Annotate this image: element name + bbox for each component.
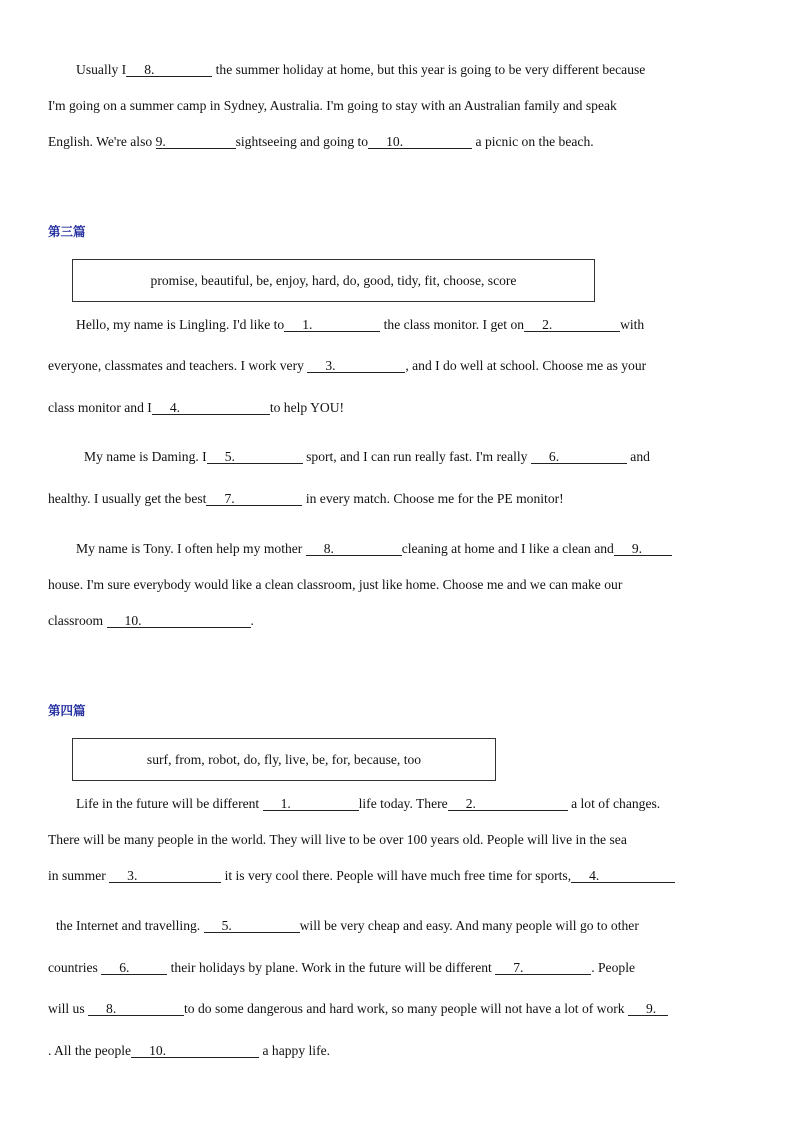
p2-line-2 <box>48 97 617 115</box>
blank-10[interactable]: 10. <box>107 613 251 628</box>
text: . All the people <box>48 1043 132 1058</box>
text: , and I do well at school. Choose me as your <box>405 358 647 373</box>
blank-6[interactable]: 6. <box>101 960 167 975</box>
p3-line-6 <box>76 540 672 558</box>
word-bank-text: promise, beautiful, be, enjoy, hard, do, good, tidy, fit, choose, score <box>150 272 517 288</box>
text: Hello, my name is Lingling. I'd like to <box>76 317 285 332</box>
text: I'm going on a summer camp in Sydney, Australia. I'm going to stay with an Australian family and speak <box>48 98 617 113</box>
text: . <box>250 613 254 628</box>
word-bank-text: surf, from, robot, do, fly, live, be, for, because, too <box>146 751 422 767</box>
p3-line-7 <box>48 576 622 594</box>
blank-1[interactable]: 1. <box>284 317 380 332</box>
text: countries <box>48 960 102 975</box>
text: a happy life. <box>259 1043 331 1058</box>
p3-line-4 <box>84 448 650 466</box>
p3-line-8 <box>48 612 254 630</box>
p3-line-2 <box>48 357 646 375</box>
text: their holidays by plane. Work in the future will be different <box>167 960 496 975</box>
text: cleaning at home and I like a clean and <box>401 541 614 556</box>
text: the summer holiday at home, but this year is going to be very different because <box>212 62 646 77</box>
p4-line-4 <box>56 917 639 935</box>
blank-9[interactable]: 9. <box>156 134 236 149</box>
text: life today. There <box>358 796 448 811</box>
text: with <box>620 317 645 332</box>
p2-line-1 <box>76 61 645 79</box>
blank-6[interactable]: 6. <box>531 449 627 464</box>
p4-line-2 <box>48 831 627 849</box>
text: to help YOU! <box>269 400 345 415</box>
text: the Internet and travelling. <box>56 918 204 933</box>
blank-7[interactable]: 7. <box>206 491 302 506</box>
blank-8[interactable]: 8. <box>126 62 212 77</box>
blank-4[interactable]: 4. <box>152 400 270 415</box>
blank-2[interactable]: 2. <box>448 796 568 811</box>
p4-line-1 <box>76 795 660 813</box>
text: the class monitor. I get on <box>380 317 525 332</box>
text: healthy. I usually get the best <box>48 491 207 506</box>
text: . People <box>591 960 635 975</box>
text: everyone, classmates and teachers. I work very <box>48 358 308 373</box>
blank-9[interactable]: 9. <box>628 1001 668 1016</box>
text: My name is Tony. I often help my mother <box>76 541 306 556</box>
text: will be very cheap and easy. And many people will go to other <box>299 918 639 933</box>
text: sightseeing and going to <box>235 134 369 149</box>
blank-5[interactable]: 5. <box>207 449 303 464</box>
blank-1[interactable]: 1. <box>263 796 359 811</box>
p4-line-6 <box>48 1000 668 1018</box>
p4-line-5 <box>48 959 635 977</box>
text: and <box>626 449 650 464</box>
p4-line-3 <box>48 867 675 885</box>
blank-8[interactable]: 8. <box>306 541 402 556</box>
part4-heading: 第四篇 <box>48 703 86 718</box>
blank-9[interactable]: 9. <box>614 541 672 556</box>
text: in summer <box>48 868 110 883</box>
text: will us <box>48 1001 89 1016</box>
text: a picnic on the beach. <box>472 134 594 149</box>
text: Life in the future will be different <box>76 796 263 811</box>
text: classroom <box>48 613 107 628</box>
part3-word-bank <box>72 259 595 302</box>
blank-5[interactable]: 5. <box>204 918 300 933</box>
p3-line-5 <box>48 490 564 508</box>
p3-line-3 <box>48 399 344 417</box>
text: in every match. Choose me for the PE monitor! <box>302 491 564 506</box>
p4-line-7 <box>48 1042 330 1060</box>
text: class monitor and I <box>48 400 152 415</box>
text: house. I'm sure everybody would like a clean classroom, just like home. Choose me and we can make our <box>48 577 623 592</box>
blank-7[interactable]: 7. <box>495 960 591 975</box>
p2-line-3 <box>48 133 594 151</box>
text: sport, and I can run really fast. I'm really <box>302 449 531 464</box>
part3-heading: 第三篇 <box>48 224 86 239</box>
blank-10[interactable]: 10. <box>368 134 472 149</box>
blank-4[interactable]: 4. <box>571 868 675 883</box>
blank-3[interactable]: 3. <box>307 358 405 373</box>
text: Usually I <box>76 62 127 77</box>
p3-line-1 <box>76 316 644 334</box>
blank-2[interactable]: 2. <box>524 317 620 332</box>
text: a lot of changes. <box>567 796 661 811</box>
text: it is very cool there. People will have much free time for sports, <box>221 868 572 883</box>
blank-10[interactable]: 10. <box>131 1043 259 1058</box>
text: to do some dangerous and hard work, so many people will not have a lot of work <box>184 1001 628 1016</box>
text: My name is Daming. I <box>84 449 207 464</box>
blank-3[interactable]: 3. <box>109 868 221 883</box>
text: English. We're also <box>48 134 156 149</box>
part4-word-bank <box>72 738 496 781</box>
blank-8[interactable]: 8. <box>88 1001 184 1016</box>
text: There will be many people in the world. They will live to be over 100 years old. People will live in the sea <box>48 832 627 847</box>
